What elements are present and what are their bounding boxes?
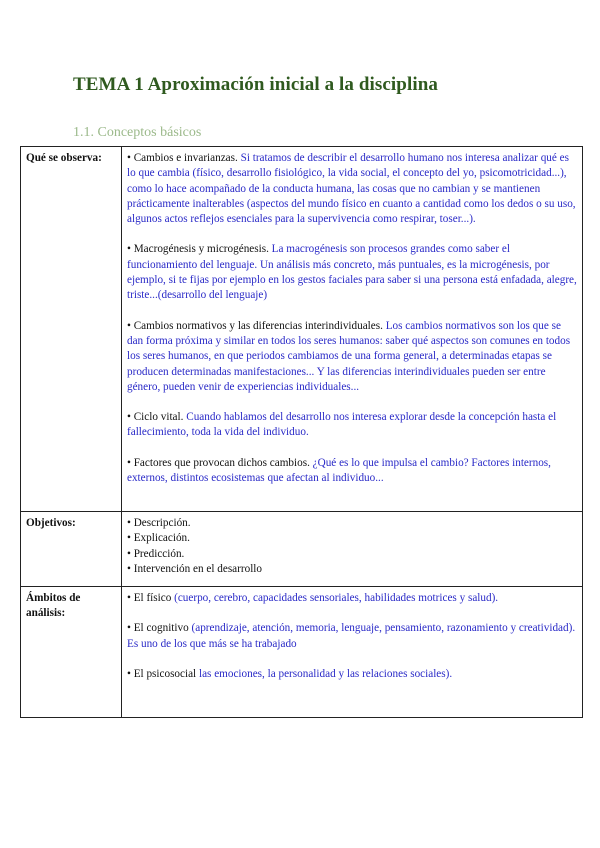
item-note: ¿Qué es lo que impulsa el cambio? Factores internos, externos, distintos ecosistemas que afectan al individuo... [127, 456, 551, 485]
list-item: • Predicción. [127, 547, 185, 560]
list-item [127, 621, 577, 652]
item-lead: • El psicosocial [127, 667, 197, 680]
item-lead: • Cambios e invarianzas. [127, 152, 238, 164]
item-lead: • El físico [127, 592, 172, 604]
row-content [122, 147, 583, 512]
item-lead: • Ciclo vital. [127, 411, 184, 424]
item-note: Los cambios normativos son los que se dan forma próxima y similar en todos los seres humanos: saber qué aspectos son comunes en todos los seres humanos, en que periodos cambiamos de una forma general, a determinadas etapas se producen determinadas manifestaciones... Y las diferencias interindividuales pueden ser entre género, pueden venir de experiencias individuales... [127, 319, 571, 393]
item-note: (cuerpo, cerebro, capacidades sensoriales, habilidades motrices y salud). [171, 592, 499, 604]
item-note: (aprendizaje, atención, memoria, lenguaje, pensamiento, razonamiento y creatividad). Es uno de los que más se ha trabajado [127, 622, 576, 650]
concepts-table [20, 146, 583, 718]
row-content [122, 587, 583, 718]
list-item [127, 667, 577, 682]
table-row-observa [21, 147, 583, 512]
item-note: Cuando hablamos del desarrollo nos interesa explorar desde la concepción hasta el fallecimiento, toda la vida del individuo. [127, 411, 557, 439]
list-item [127, 456, 577, 487]
list-item: • Explicación. [127, 532, 190, 545]
item-note: La macrogénesis son procesos grandes como saber el funcionamiento del lenguaje. Un análisis más concreto, más puntuales, es la microgénesis, por ejemplo, si te fijas por ejemplo en los gestos faciales para saber si una persona está enfadada, alegre, triste...(desarrollo del lenguaje) [127, 243, 577, 302]
item-note: las emociones, la personalidad y las relaciones sociales). [196, 667, 453, 680]
list-item [127, 319, 577, 395]
item-lead: • Cambios normativos y las diferencias interindividuales. [127, 319, 383, 332]
row-label: Objetivos: [21, 512, 122, 587]
row-label: Ámbitos de análisis: [21, 587, 122, 718]
list-item: • Intervención en el desarrollo [127, 562, 263, 575]
row-label: Qué se observa: [21, 147, 122, 512]
list-item [127, 410, 577, 441]
table-row-ambitos [21, 587, 583, 718]
item-lead: • El cognitivo [127, 622, 189, 635]
section-heading: 1.1. Conceptos básicos [73, 125, 202, 140]
item-lead: • Factores que provocan dichos cambios. [127, 456, 310, 469]
list-item: • Descripción. [127, 517, 191, 529]
list-item [127, 591, 577, 606]
item-lead: • Macrogénesis y microgénesis. [127, 243, 269, 256]
list-item [127, 242, 577, 303]
list-item [127, 151, 577, 227]
document-title: TEMA 1 Aproximación inicial a la disciplina [73, 74, 439, 95]
item-note: Si tratamos de describir el desarrollo humano nos interesa analizar qué es lo que cambia (físico, desarrollo fisiológico, la vida social, el concepto del yo, psicomotricidad...), como lo hace acompañado de la conducta humana, las cosas que no cambian y se mantienen prácticamente inalterables (aspectos del mundo físico en cuanto a cantidad como los dedos o su uso, algunos actos reflejos esenciales para la supervivencia como respirar, toser...). [127, 152, 576, 226]
table-row-objetivos [21, 512, 583, 587]
row-content [122, 512, 583, 587]
